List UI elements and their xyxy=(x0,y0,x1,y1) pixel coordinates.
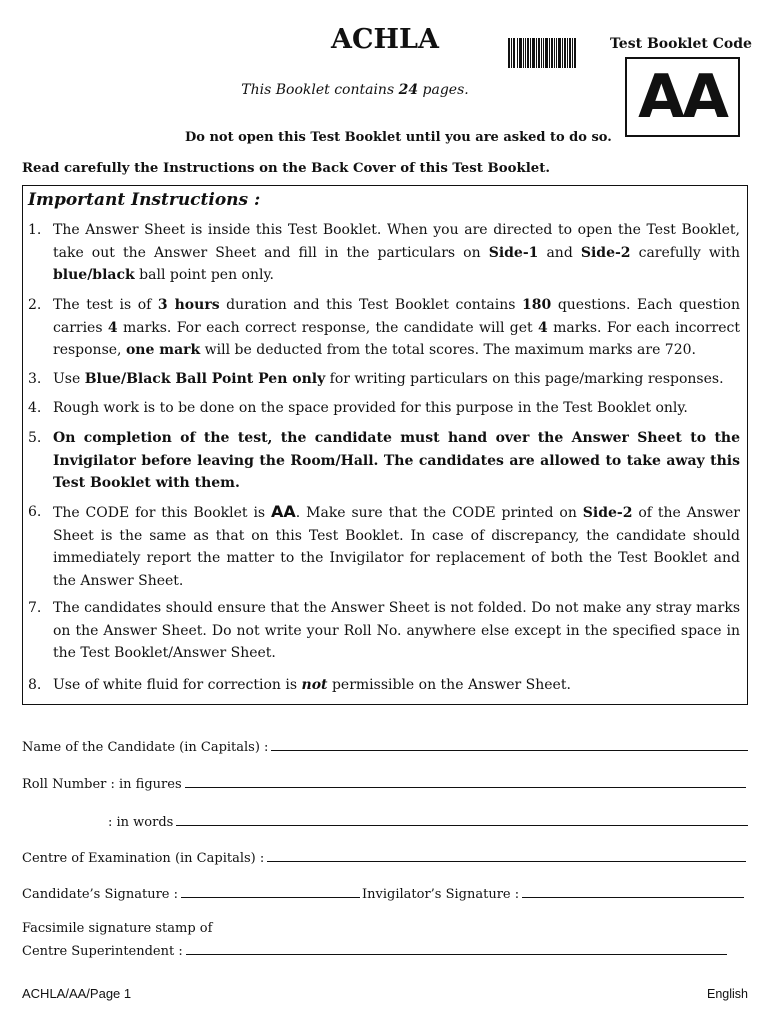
candidate-name-field xyxy=(22,738,748,755)
centre-label: Centre of Examination (in Capitals) : xyxy=(22,851,265,866)
centre-field xyxy=(22,849,746,866)
pages-line xyxy=(0,82,710,98)
instruction-item-3 xyxy=(28,368,740,391)
instruction-item-2 xyxy=(28,294,740,362)
pages-count: 24 xyxy=(398,82,419,98)
item-number: 4. xyxy=(28,400,42,416)
item-text: The Answer Sheet is inside this Test Booklet. When you are directed to open the Test Booklet, take out the Answer Sheet and fill in the particulars on Side-1 and Side-2 carefully with blue/black ball point pen only. xyxy=(53,222,741,283)
item-text: Use Blue/Black Ball Point Pen only for writing particulars on this page/marking responses. xyxy=(53,371,724,387)
facsimile-label-line1: Facsimile signature stamp of xyxy=(22,921,213,936)
roll-figures-line[interactable] xyxy=(185,775,746,788)
item-number: 7. xyxy=(28,600,42,616)
item-number: 6. xyxy=(28,504,42,520)
roll-words-label: : in words xyxy=(108,815,174,830)
invigilator-signature-field xyxy=(362,885,744,902)
invigilator-signature-line[interactable] xyxy=(522,885,744,898)
language-label: English xyxy=(707,987,748,1001)
candidate-signature-line[interactable] xyxy=(181,885,360,898)
read-carefully-notice: Read carefully the Instructions on the Back Cover of this Test Booklet. xyxy=(22,161,550,176)
booklet-code-box: AA xyxy=(625,57,740,137)
candidate-name-line[interactable] xyxy=(271,738,748,751)
item-number: 2. xyxy=(28,297,42,313)
candidate-name-label: Name of the Candidate (in Capitals) : xyxy=(22,740,269,755)
candidate-signature-field xyxy=(22,885,360,902)
item-number: 5. xyxy=(28,430,42,446)
barcode xyxy=(508,38,576,68)
instruction-item-7 xyxy=(28,597,740,665)
pages-prefix: This Booklet contains xyxy=(241,82,399,98)
roll-words-field xyxy=(108,813,748,830)
item-number: 3. xyxy=(28,371,42,387)
facsimile-label-line2: Centre Superintendent : xyxy=(22,944,183,959)
facsimile-line[interactable] xyxy=(186,942,727,955)
item-text: Use of white fluid for correction is not permissible on the Answer Sheet. xyxy=(53,677,571,693)
roll-words-line[interactable] xyxy=(176,813,748,826)
item-text: The test is of 3 hours duration and this Test Booklet contains 180 questions. Each question carries 4 marks. For each correct response, the candidate will get 4 marks. For each incorrect response, one mark will be deducted from the total scores. The maximum marks are 720. xyxy=(53,297,740,358)
item-text: Rough work is to be done on the space provided for this purpose in the Test Booklet only. xyxy=(53,400,688,416)
instruction-item-1 xyxy=(28,219,740,287)
centre-line[interactable] xyxy=(267,849,746,862)
instructions-heading: Important Instructions : xyxy=(28,190,261,210)
candidate-signature-label: Candidate’s Signature : xyxy=(22,887,178,902)
roll-figures-label: Roll Number : in figures xyxy=(22,777,182,792)
invigilator-signature-label: Invigilator’s Signature : xyxy=(362,887,520,902)
instruction-item-6 xyxy=(28,501,740,592)
page-label: ACHLA/AA/Page 1 xyxy=(22,986,132,1001)
item-number: 1. xyxy=(28,222,42,238)
item-text: The CODE for this Booklet is AA. Make sure that the CODE printed on Side-2 of the Answer Sheet is the same as that on this Test Booklet. In case of discrepancy, the candidate should immediately report the matter to the Invigilator for replacement of both the Test Booklet and the Answer Sheet. xyxy=(53,502,741,589)
instruction-item-4 xyxy=(28,397,740,420)
booklet-title: ACHLA xyxy=(331,24,439,55)
do-not-open-notice: Do not open this Test Booklet until you are asked to do so. xyxy=(185,130,612,145)
item-text: On completion of the test, the candidate must hand over the Answer Sheet to the Invigilator before leaving the Room/Hall. The candidates are allowed to take away this Test Booklet with them. xyxy=(53,430,740,491)
roll-figures-field xyxy=(22,775,746,792)
item-text: The candidates should ensure that the Answer Sheet is not folded. Do not make any stray marks on the Answer Sheet. Do not write your Roll No. anywhere else except in the specified space in the Test Booklet/Answer Sheet. xyxy=(53,600,740,661)
pages-suffix: pages. xyxy=(418,82,469,98)
instruction-item-5 xyxy=(28,427,740,495)
facsimile-field xyxy=(22,942,727,959)
instruction-item-8 xyxy=(28,674,740,697)
item-number: 8. xyxy=(28,677,42,693)
test-booklet-code-label: Test Booklet Code xyxy=(610,36,752,52)
